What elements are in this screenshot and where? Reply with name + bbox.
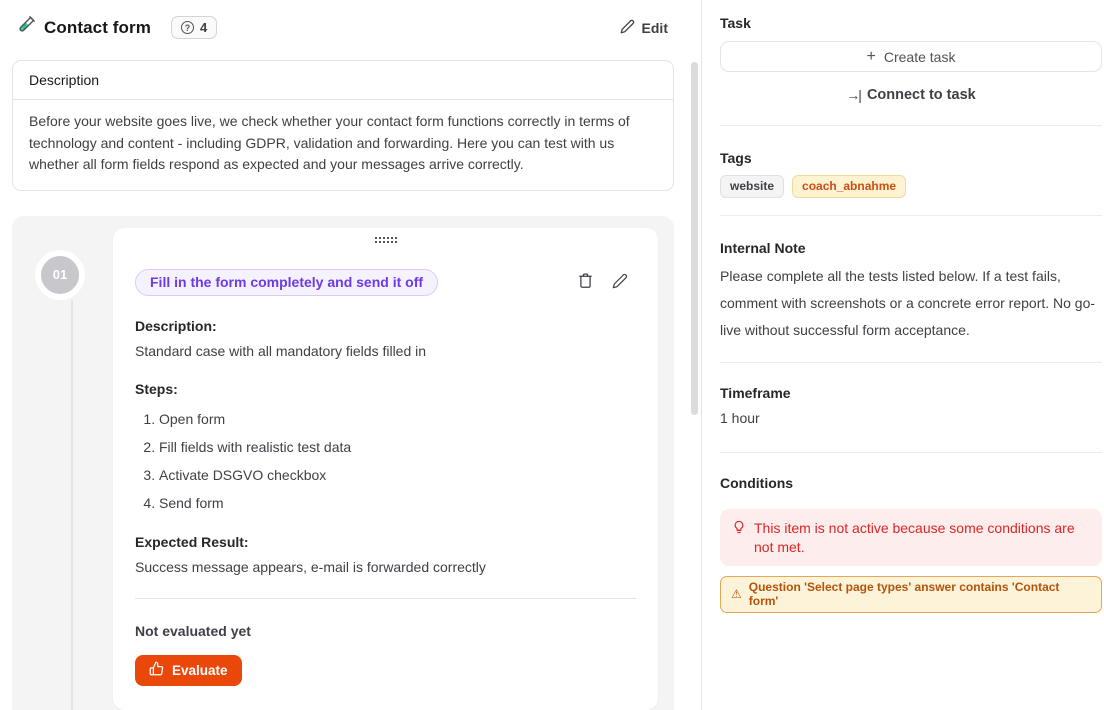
scrollbar[interactable]	[691, 62, 698, 415]
tags-section-label: Tags	[720, 150, 752, 166]
divider	[720, 125, 1102, 126]
description-card-body: Before your website goes live, we check whether your contact form functions correctly in terms of technology and content - including GDPR, validation and forwarding. Here you can test with us whether all form fields respond as expected and your messages arrive correctly.	[29, 113, 630, 172]
divider	[720, 452, 1102, 453]
internal-note-label: Internal Note	[720, 240, 806, 256]
step-number: 01	[41, 256, 79, 294]
create-task-label: Create task	[883, 48, 956, 65]
tag-coach-abnahme[interactable]: coach_abnahme	[792, 175, 906, 198]
pencil-icon	[620, 19, 635, 37]
evaluation-status: Not evaluated yet	[135, 622, 251, 639]
pencil-icon	[612, 273, 628, 292]
inactive-alert-text: This item is not active because some conditions are not met.	[754, 520, 1075, 555]
test-case-section	[12, 216, 674, 710]
description-card	[12, 60, 674, 191]
test-tube-icon	[16, 15, 36, 40]
item-header	[0, 0, 701, 53]
test-case-title-pill[interactable]: Fill in the form completely and send it off	[135, 269, 438, 296]
case-description-label: Description:	[135, 317, 217, 334]
question-count: 4	[199, 20, 208, 35]
expected-result-label: Expected Result:	[135, 533, 249, 550]
timeline-connector	[71, 300, 73, 710]
connect-task-label: Connect to task	[866, 87, 976, 103]
condition-rule-text: Question 'Select page types' answer contains 'Contact form'	[748, 580, 1060, 608]
timeframe-value: 1 hour	[720, 410, 760, 426]
warning-triangle-icon: ⚠	[731, 587, 742, 601]
create-task-button[interactable]	[720, 41, 1102, 72]
divider	[720, 215, 1102, 216]
lightbulb-icon	[732, 519, 746, 556]
step-item: 2. Fill fields with realistic test data	[159, 438, 636, 456]
timeframe-label: Timeframe	[720, 385, 791, 401]
connect-to-task-button[interactable]	[720, 87, 1102, 103]
condition-rule-alert	[720, 576, 1102, 613]
question-count-badge[interactable]	[171, 16, 217, 39]
drag-handle-icon[interactable]	[375, 237, 397, 243]
tags-row	[720, 175, 1102, 198]
conditions-label: Conditions	[720, 475, 794, 491]
evaluate-button[interactable]	[135, 655, 242, 686]
step-item: 3. Activate DSGVO checkbox	[159, 466, 636, 484]
delete-button[interactable]	[577, 272, 594, 292]
steps-label: Steps:	[135, 380, 178, 397]
divider	[720, 362, 1102, 363]
step-item: 4. Send form	[159, 494, 636, 512]
test-case-title-row	[135, 269, 636, 296]
step-number-badge	[35, 250, 85, 300]
edit-button[interactable]	[620, 19, 668, 37]
internal-note-text: Please complete all the tests listed below. If a test fails, comment with screenshots or a concrete error report. No go-live without successful form acceptance.	[720, 268, 1096, 338]
test-case-card	[113, 228, 658, 710]
thumbs-up-icon	[149, 661, 164, 679]
step-item: 1. Open form	[159, 410, 636, 428]
tag-website[interactable]: website	[720, 175, 784, 198]
description-card-title: Description	[13, 61, 673, 100]
question-circle-icon: ?	[181, 21, 194, 34]
page-title: Contact form	[44, 17, 151, 37]
edit-label: Edit	[641, 19, 668, 36]
details-sidebar	[702, 0, 1104, 710]
arrow-to-bar-icon: →|	[846, 87, 860, 103]
case-description-text: Standard case with all mandatory fields filled in	[135, 342, 427, 359]
divider	[135, 598, 636, 599]
trash-icon	[577, 272, 594, 292]
plus-icon: +	[866, 47, 876, 65]
scrollbar-thumb[interactable]	[691, 62, 698, 415]
steps-list	[135, 410, 636, 512]
evaluate-label: Evaluate	[172, 662, 228, 678]
expected-result-text: Success message appears, e-mail is forwarded correctly	[135, 558, 486, 575]
inactive-conditions-alert	[720, 509, 1102, 566]
task-section-label: Task	[720, 15, 751, 31]
edit-test-case-button[interactable]	[612, 273, 628, 292]
